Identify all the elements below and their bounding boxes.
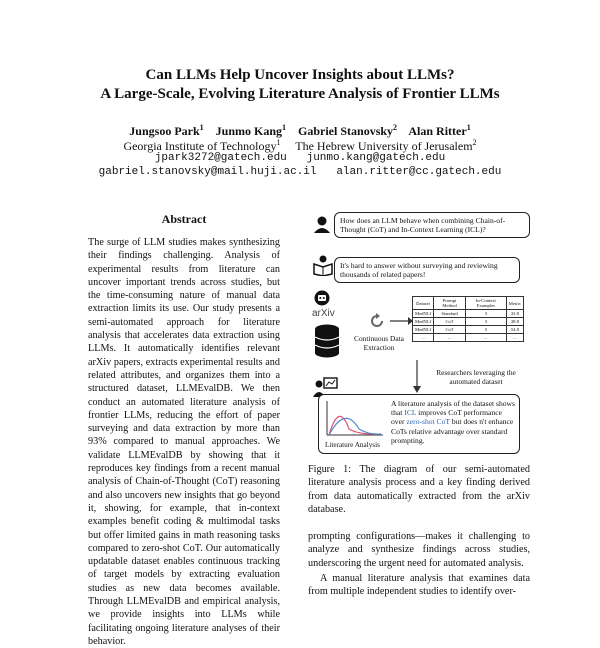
paper-title-line2: A Large-Scale, Evolving Literature Analysis of Frontier LLMs [100,86,500,102]
statement-box: It's hard to answer without surveying and reviewing thousands of related papers! [334,257,520,283]
table-header-row: Dataset Prompt Method In-Context Examples Metric [413,297,524,310]
refresh-icon [368,312,386,330]
author-name: Gabriel Stanovsky [298,124,394,138]
table-row: MedNLI Standard 3 33.8 [413,310,524,318]
paper-title-line1: Can LLMs Help Uncover Insights about LLMs? [145,67,455,83]
body-paragraph: prompting configurations—makes it challenging to analyze and synthesize findings across studies, underscoring the urgent need for automated analysis. [308,531,530,569]
reading-person-icon [312,254,334,276]
author-name: Junmo Kang [215,124,283,138]
table-row: MedNLI CoT 5 54.8 [413,326,524,334]
body-paragraph: A manual literature analysis that examines data from multiple independent studies to identify over- [308,573,530,598]
author-name: Alan Ritter [408,124,467,138]
figure-caption: Figure 1: The diagram of our semi-automated literature analysis process and a key finding derived from data automatically extracted from the arXiv database. [308,464,530,515]
email-link[interactable]: jpark3272@gatech.edu [154,152,287,164]
researchers-label: Researchers leveraging the automated dataset [436,368,516,386]
extraction-label: Continuous Data Extraction [354,334,404,352]
analysis-box [318,394,520,454]
robot-icon [314,290,330,306]
analysis-label: Literature Analysis [325,441,380,449]
figure-diagram [308,210,530,458]
author-name: Jungsoo Park [129,124,200,138]
email-line2 [0,165,600,180]
abstract-heading: Abstract [161,212,207,226]
author-list: Jungsoo Park$^1$ Junmo Kang$^1$ Gabriel Stanovsky$^2$ Alan Ritter$^1$ [129,123,471,138]
abstract-text: The surge of LLM studies makes synthesizing their findings challenging. Analysis of experimental results from literature can uncover important trends across studies, but the time-consuming nature of manual data extraction limits its use. Our study presents a semi-automated approach for literature analysis that accelerates data extraction using LLMs. It automatically identifies relevant arXiv papers, extracts experimental results and related attributes, and organizes them into a structured dataset, LLMEvalDB. We then conduct an automated literature analysis of frontier LLMs, reducing the effort of paper surveying and data extraction by more than 93% compared to manual approaches. We validate LLMEvalDB by showing that it reproduces key findings from a recent manual analysis of Chain-of-Thought (CoT) reasoning and also uncovers new insights that go beyond it, showing, for example, that in-context examples benefit coding & multimodal tasks but offer limited gains in math reasoning tasks compared to zero-shot CoT. Our automatically updatable dataset enables continuous tracking of target models by extracting evaluation studies as new data becomes available. Through LLMEvalDB and empirical analysis, we provide insights into LLMs while facilitating ongoing literature analyses of their behavior. [88,237,280,647]
email-link[interactable]: gabriel.stanovsky@mail.huji.ac.il [98,166,317,178]
table-row: ... ... ... ... [413,334,524,342]
arrow-right-icon [390,316,414,326]
distribution-chart-icon [325,399,385,439]
email-line1 [0,151,600,166]
question-box: How does an LLM behave when combining Chain-of-Thought (CoT) and In-Context Learning (ICL)? [334,212,530,238]
affiliations: Georgia Institute of Technology$^1$ The Hebrew University of Jerusalem$^2$ [123,138,477,153]
arrow-down-icon [412,360,422,394]
arxiv-label: arXiv [312,308,335,319]
finding-text: A literature analysis of the dataset shows that ICL improves CoT performance over zero-shot CoT but does n't enhance CoTs relative advantage over standard prompting. [391,399,515,445]
email-link[interactable]: alan.ritter@cc.gatech.edu [336,166,502,178]
database-icon [314,324,340,358]
user-icon [312,214,332,234]
table-row: MedNLI CoT 3 38.8 [413,318,524,326]
email-link[interactable]: junmo.kang@gatech.edu [306,152,446,164]
extracted-data-table [412,296,524,342]
